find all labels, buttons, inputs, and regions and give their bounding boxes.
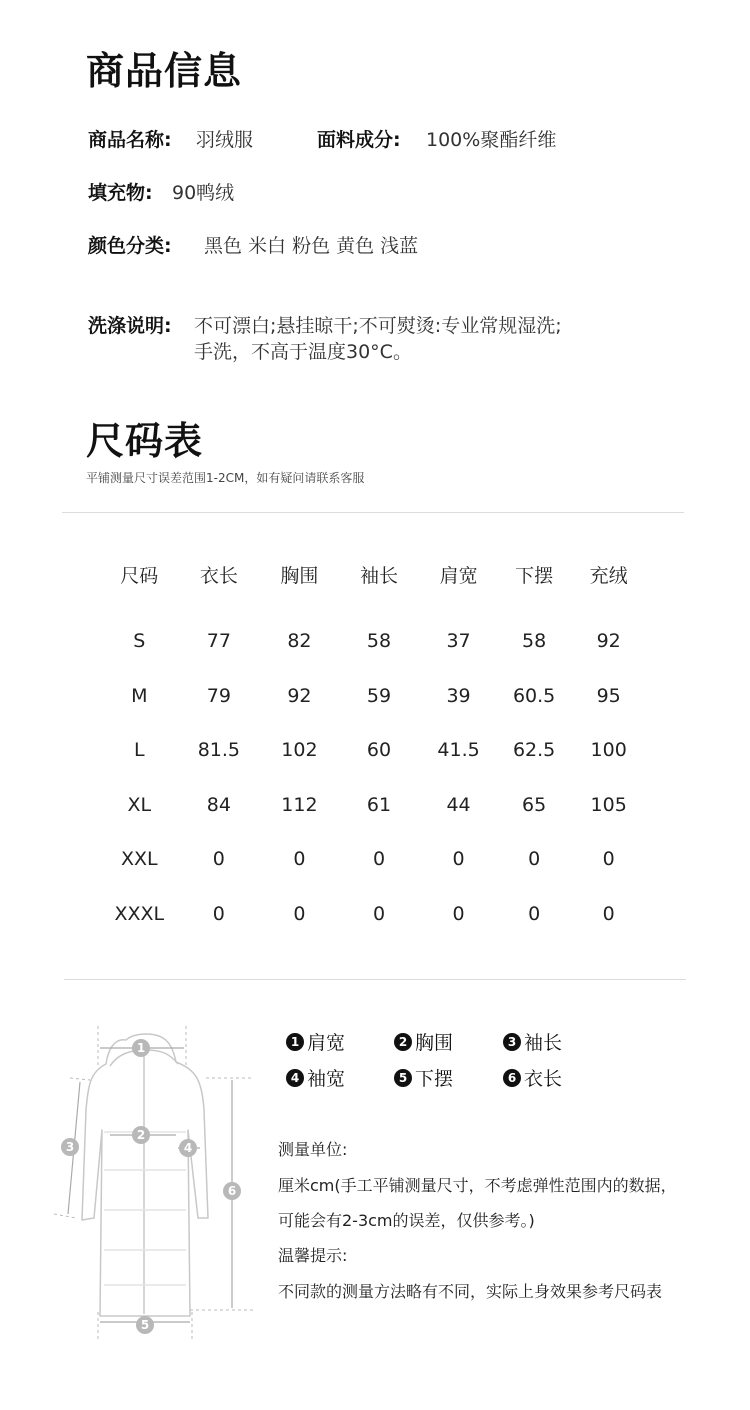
guide-line [70, 1078, 90, 1080]
cell-value: 41.5 [437, 739, 480, 762]
table-row [100, 887, 648, 942]
product-name-value: 羽绒服 [196, 129, 254, 151]
number-badge: 5 [394, 1069, 412, 1087]
header-shoulder: 肩宽 [439, 564, 478, 587]
diagram-number: 5 [140, 1318, 150, 1332]
size-chart-note: 平铺测量尺寸误差范围1-2CM，如有疑问请联系客服 [86, 471, 365, 485]
legend-label: 袖长 [524, 1032, 563, 1054]
cell-value: 0 [293, 848, 306, 871]
cell-value: 95 [596, 684, 621, 707]
legend-item-length [503, 1064, 562, 1091]
diagram-number: 4 [183, 1141, 193, 1155]
header-size: 尺码 [120, 564, 159, 587]
cell-value: 84 [206, 793, 231, 816]
cell-size: XXXL [114, 902, 165, 925]
color-label: 颜色分类: [88, 235, 172, 257]
cell-value: 92 [287, 684, 312, 707]
cell-value: 0 [602, 902, 615, 925]
divider-bottom [64, 979, 686, 980]
tip-title: 温馨提示: [278, 1246, 348, 1265]
cell-value: 60 [366, 739, 392, 762]
cell-value: 112 [281, 793, 318, 816]
wash-label: 洗涤说明: [88, 315, 172, 337]
number-badge: 4 [286, 1069, 304, 1087]
unit-title: 测量单位: [278, 1140, 348, 1159]
cell-value: 44 [446, 793, 471, 816]
divider-top [62, 512, 684, 513]
product-info-title: 商品信息 [86, 49, 243, 93]
legend-item-sleeve-width [286, 1064, 345, 1091]
header-length: 衣长 [199, 564, 238, 587]
number-badge: 3 [503, 1033, 521, 1051]
cell-value: 58 [522, 630, 547, 653]
cell-size: S [133, 630, 146, 653]
wash-line-1: 不可漂白;悬挂晾干;不可熨烫:专业常规湿洗; [194, 315, 562, 337]
cell-value: 0 [528, 902, 541, 925]
legend-item-hem [394, 1064, 453, 1091]
cell-value: 102 [281, 739, 318, 762]
cell-value: 61 [366, 793, 392, 816]
legend-item-sleeve [503, 1028, 562, 1055]
fabric-value: 100%聚酯纤维 [426, 129, 557, 151]
filling-label: 填充物: [88, 182, 153, 204]
number-badge: 1 [286, 1033, 304, 1051]
cell-value: 0 [212, 902, 225, 925]
tip-text: 不同款的测量方法略有不同，实际上身效果参考尺码表 [278, 1282, 663, 1301]
table-row [100, 669, 648, 724]
cell-value: 60.5 [512, 684, 556, 707]
cell-value: 77 [206, 630, 231, 653]
cell-value: 100 [590, 739, 627, 762]
number-badge: 2 [394, 1033, 412, 1051]
cell-value: 0 [372, 848, 386, 871]
legend-label: 胸围 [415, 1032, 454, 1054]
cell-value: 65 [522, 793, 547, 816]
cell-size: M [131, 684, 148, 707]
filling-value: 90鸭绒 [172, 182, 235, 204]
legend-label: 衣长 [524, 1068, 563, 1090]
size-table-header [100, 548, 648, 600]
size-table [100, 548, 648, 941]
cell-value: 0 [528, 848, 541, 871]
cell-value: 0 [452, 848, 465, 871]
wash-line-2: 手洗，不高于温度30°C。 [194, 341, 412, 363]
unit-line-1: 厘米cm(手工平铺测量尺寸，不考虑弹性范围内的数据， [278, 1176, 677, 1195]
cell-size: XXL [120, 848, 158, 871]
diagram-number: 1 [136, 1041, 146, 1055]
cell-value: 37 [446, 630, 471, 653]
legend-label: 肩宽 [307, 1032, 346, 1054]
size-chart-title: 尺码表 [86, 419, 204, 463]
diagram-number: 2 [136, 1128, 146, 1142]
header-sleeve: 袖长 [359, 564, 398, 587]
coat-diagram [48, 1020, 260, 1350]
cell-value: 0 [372, 902, 386, 925]
cell-value: 0 [602, 848, 615, 871]
cell-value: 62.5 [512, 739, 556, 762]
number-badge: 6 [503, 1069, 521, 1087]
legend-label: 袖宽 [307, 1068, 346, 1090]
cell-value: 59 [366, 684, 392, 707]
quilt-line [104, 1132, 186, 1285]
diagram-number: 6 [227, 1184, 237, 1198]
fabric-label: 面料成分: [317, 129, 401, 151]
cell-value: 0 [293, 902, 306, 925]
header-hem: 下摆 [515, 564, 554, 587]
guide-line [54, 1214, 76, 1218]
table-row [100, 723, 648, 778]
cell-value: 58 [366, 630, 392, 653]
cell-value: 39 [446, 684, 471, 707]
cell-value: 0 [212, 848, 225, 871]
color-value: 黑色 米白 粉色 黄色 浅蓝 [204, 235, 419, 257]
unit-line-2: 可能会有2-3cm的误差，仅供参考。) [278, 1211, 535, 1230]
legend-item-chest [394, 1028, 453, 1055]
diagram-number: 3 [65, 1140, 75, 1154]
table-row [100, 614, 648, 669]
cell-size: XL [127, 793, 152, 816]
cell-value: 0 [452, 902, 465, 925]
cell-value: 82 [287, 630, 312, 653]
table-row [100, 778, 648, 833]
cell-value: 105 [590, 793, 627, 816]
cell-value: 92 [596, 630, 621, 653]
product-name-label: 商品名称: [88, 129, 172, 151]
table-row [100, 832, 648, 887]
header-filling: 充绒 [589, 564, 628, 587]
header-chest: 胸围 [280, 564, 319, 587]
cell-value: 79 [206, 684, 231, 707]
cell-value: 81.5 [197, 739, 240, 762]
coat-outline [82, 1034, 208, 1316]
cell-size: L [133, 739, 145, 762]
legend-item-shoulder [286, 1028, 345, 1055]
legend-label: 下摆 [415, 1068, 454, 1090]
